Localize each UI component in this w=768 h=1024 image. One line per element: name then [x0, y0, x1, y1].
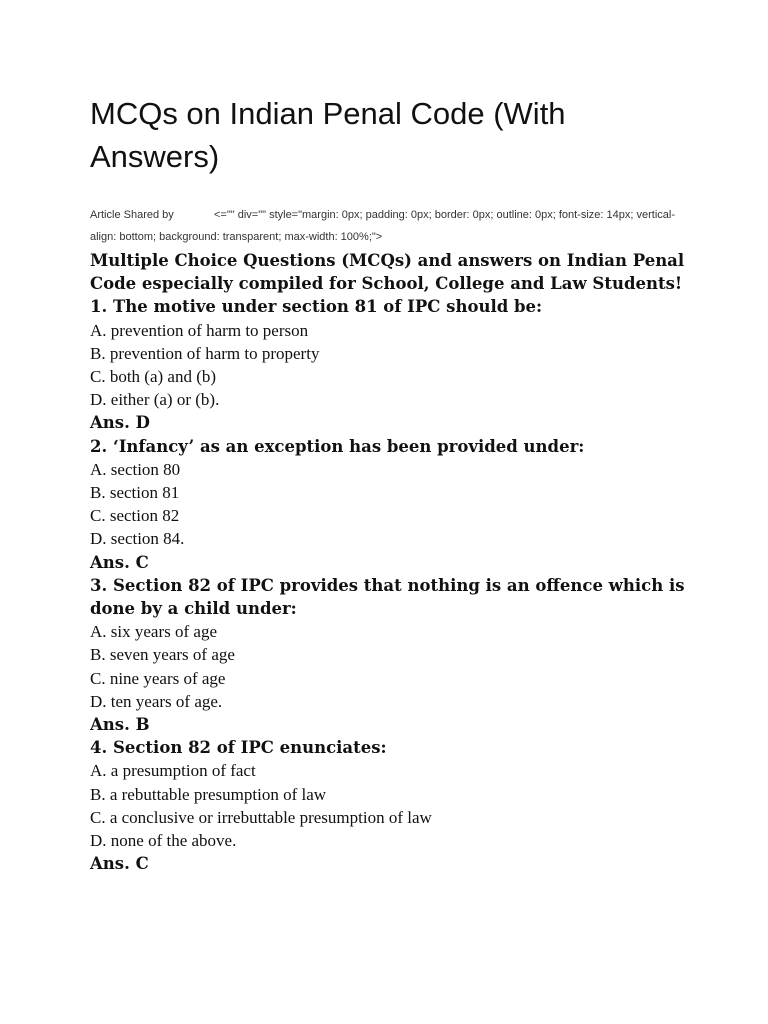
option-d: D. section 84.: [90, 529, 185, 549]
question-list: [90, 295, 690, 875]
option-b: B. a rebuttable presumption of law: [90, 784, 327, 804]
option-b: B. section 81: [90, 483, 180, 503]
answer-text: Ans. C: [90, 552, 149, 572]
page-title: MCQs on Indian Penal Code (With Answers): [90, 96, 566, 174]
question-block: [90, 295, 690, 434]
article-meta: [90, 204, 680, 248]
document-page: [90, 92, 690, 875]
option-c: C. both (a) and (b): [90, 367, 217, 387]
question-text: 1. The motive under section 81 of IPC should be:: [90, 297, 543, 317]
question-block: [90, 574, 690, 736]
option-c: C. a conclusive or irrebuttable presumption of law: [90, 807, 432, 827]
option-d: D. none of the above.: [90, 831, 237, 851]
option-b: B. prevention of harm to property: [90, 343, 320, 363]
option-c: C. section 82: [90, 506, 180, 526]
answer-text: Ans. B: [90, 715, 150, 735]
shared-by-label: Article Shared by: [90, 209, 174, 221]
option-d: D. ten years of age.: [90, 691, 223, 711]
question-text: 3. Section 82 of IPC provides that nothing is an offence which is done by a child under:: [90, 575, 685, 619]
option-a: A. a presumption of fact: [90, 761, 256, 781]
question-text: 4. Section 82 of IPC enunciates:: [90, 738, 387, 758]
question-block: [90, 736, 690, 875]
option-d: D. either (a) or (b).: [90, 390, 220, 410]
option-a: A. prevention of harm to person: [90, 320, 309, 340]
option-a: A. section 80: [90, 459, 181, 479]
stray-markup-text: <="" div="" style="margin: 0px; padding: 0px; border: 0px; outline: 0px; font-size: 14px; vertical-align: bottom; background: transparent; max-width: 100%;">: [90, 209, 675, 243]
answer-text: Ans. D: [90, 413, 150, 433]
option-c: C. nine years of age: [90, 668, 226, 688]
question-text: 2. ‘Infancy’ as an exception has been provided under:: [90, 436, 585, 456]
option-b: B. seven years of age: [90, 645, 235, 665]
intro-paragraph: Multiple Choice Questions (MCQs) and answers on Indian Penal Code especially compiled for School, College and Law Students!: [90, 251, 685, 294]
question-block: [90, 435, 690, 574]
option-a: A. six years of age: [90, 622, 217, 642]
answer-text: Ans. C: [90, 854, 149, 874]
